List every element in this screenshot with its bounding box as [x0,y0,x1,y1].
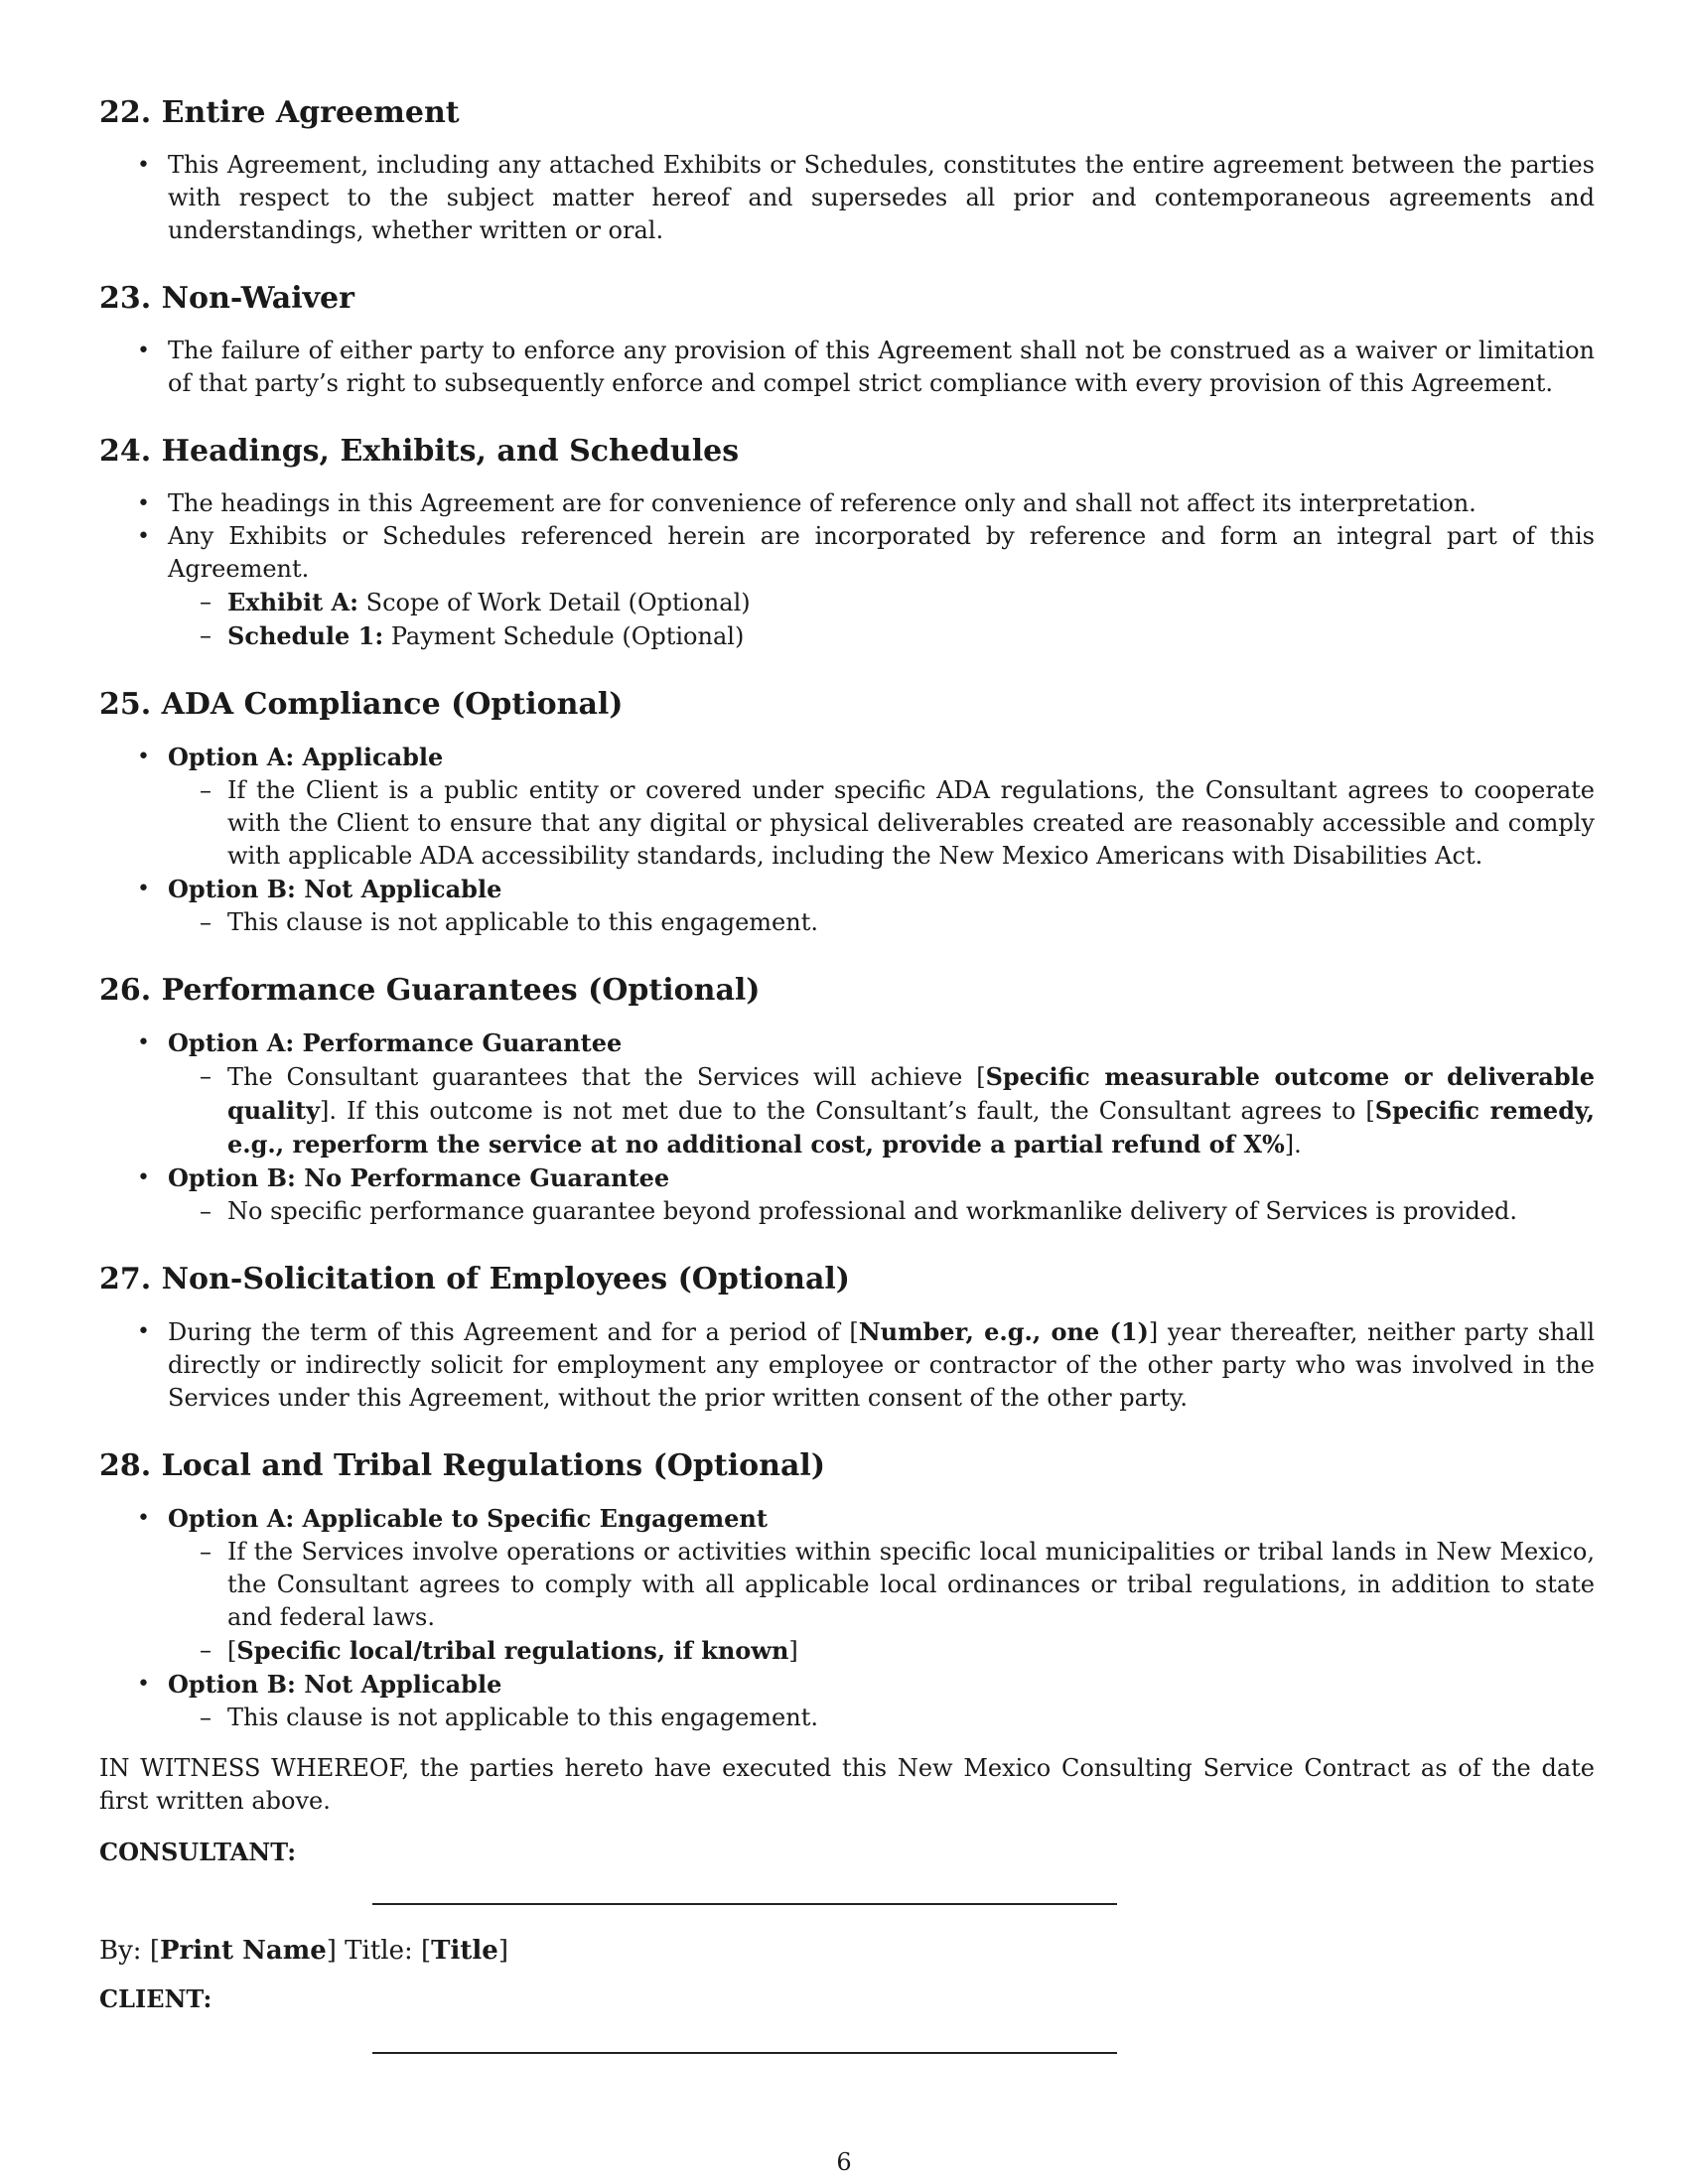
option-b [99,1161,1595,1228]
option-b [99,873,1595,939]
title-placeholder: Title [431,1936,498,1966]
section-23 [99,281,1595,400]
option-a [99,741,1595,873]
text-segment: ]. [1284,1131,1302,1159]
section-25 [99,687,1595,939]
sub-list-item [168,586,1595,619]
sub-list-item: – This clause is not applicable to this engagement. [168,1702,1595,1734]
list-item: • This Agreement, including any attached Exhibits or Schedules, constitutes the entire agreement between the parties with respect to the subject matter hereof and supersedes all prior and contemporaneous agreements and understandings, whether written or oral. [99,149,1595,247]
section-title: 28. Local and Tribal Regulations (Optional) [99,1448,826,1483]
sub-list-item: – If the Services involve operations or activities within specific local municipalities or tribal lands in New Mexico, the Consultant agrees to comply with all applicable local ordinances or tribal regulations, in addition to state and federal laws. [168,1536,1595,1634]
option-a-label: Option A: Performance Guarantee [168,1028,623,1057]
page-number: 6 [836,2148,852,2176]
option-a [99,1502,1595,1668]
consultant-signature-line[interactable] [372,1903,1117,1905]
consultant-label: CONSULTANT: [99,1838,297,1866]
client-label: CLIENT: [99,1984,212,2013]
section-title: 24. Headings, Exhibits, and Schedules [99,434,740,469]
list-item: • The failure of either party to enforce any provision of this Agreement shall not be construed as a waiver or limitation of that party’s right to subsequently enforce and compel strict compliance with every provision of this Agreement. [99,335,1595,400]
exhibit-label: Exhibit A: [227,588,358,616]
exhibit-text: Scope of Work Detail (Optional) [358,589,751,616]
schedule-text: Payment Schedule (Optional) [383,622,745,650]
list-item [99,1315,1595,1415]
section-22 [99,95,1595,247]
sub-list-item: – No specific performance guarantee beyond professional and workmanlike delivery of Services is provided. [168,1195,1595,1228]
placeholder-outcome: Specific measurable outcome or deliverable quality [227,1062,1595,1125]
schedule-label: Schedule 1: [227,621,384,650]
section-title: 25. ADA Compliance (Optional) [99,687,624,722]
sub-list-item: – If the Client is a public entity or covered under specific ADA regulations, the Consultant agrees to cooperate with the Client to ensure that any digital or physical deliverables created are reasonably accessible and comply with applicable ADA accessibility standards, including the New Mexico Americans with Disabilities Act. [168,774,1595,873]
option-b [99,1668,1595,1734]
text-segment: During the term of this Agreement and for a period of [ [168,1318,859,1346]
by-label: By: [99,1936,150,1966]
sub-list-item [168,1060,1595,1161]
section-26 [99,973,1595,1228]
sub-list-item: – [Specific local/tribal regulations, if known] [168,1634,1595,1668]
sub-list-item [168,619,1595,653]
list-item [99,520,1595,653]
section-28 [99,1448,1595,1734]
option-b-label: Option B: Not Applicable [168,875,502,903]
title-label: Title: [336,1936,422,1966]
section-title: 26. Performance Guarantees (Optional) [99,973,761,1008]
sub-list-item: – This clause is not applicable to this engagement. [168,906,1595,939]
list-item-text: Any Exhibits or Schedules referenced herein are incorporated by reference and form an integral part of this Agreement. [168,522,1595,583]
placeholder-remedy: Specific remedy, e.g., reperform the service at no additional cost, provide a partial refund of X% [227,1096,1595,1159]
option-b-label: Option B: No Performance Guarantee [168,1163,670,1192]
placeholder-regulations: Specific local/tribal regulations, if known [236,1636,789,1665]
signature-byline: By: [Print Name] Title: [Title] [99,1936,508,1966]
client-signature-line[interactable] [372,2052,1117,2054]
print-name-placeholder: Print Name [159,1936,327,1966]
placeholder-number: Number, e.g., one (1) [858,1317,1149,1346]
section-title: 27. Non-Solicitation of Employees (Optional) [99,1262,850,1297]
option-b-label: Option B: Not Applicable [168,1670,502,1699]
section-title: 23. Non-Waiver [99,281,354,316]
section-27 [99,1262,1595,1415]
text-segment: The Consultant guarantees that the Services will achieve [ [227,1063,986,1091]
option-a [99,1026,1595,1161]
section-24 [99,434,1595,653]
section-title: 22. Entire Agreement [99,95,460,130]
text-segment: ]. If this outcome is not met due to the Consultant’s fault, the Consultant agrees to [ [320,1097,1375,1125]
document-page [99,95,1595,1868]
witness-clause: IN WITNESS WHEREOF, the parties hereto have executed this New Mexico Consulting Service Contract as of the date first written above. [99,1754,1595,1815]
option-a-label: Option A: Applicable [168,743,444,771]
text-segment: ] year thereafter, neither party shall directly or indirectly solicit for employment any employee or contractor of the other party who was involved in the Services under this Agreement, without the prior written consent of the other party. [168,1318,1595,1412]
list-item: • The headings in this Agreement are for convenience of reference only and shall not affect its interpretation. [99,487,1595,520]
option-a-label: Option A: Applicable to Specific Engagement [168,1504,768,1533]
